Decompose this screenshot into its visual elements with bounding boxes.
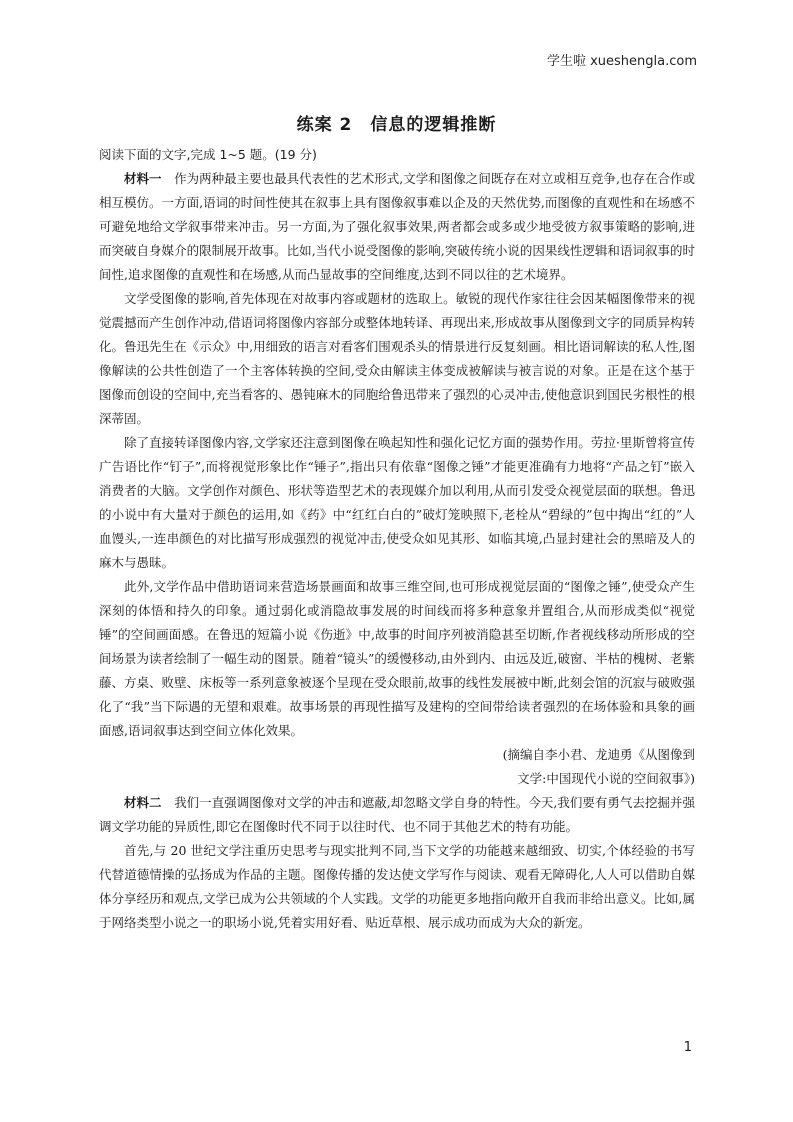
source-citation: 文学:中国现代小说的空间叙事》) bbox=[517, 771, 695, 786]
paragraph bbox=[99, 791, 695, 839]
paragraph: 首先,与 20 世纪文学注重历史思考与现实批判不同,当下文学的功能越来越细致、切实,个体经验的书写代替道德情操的弘扬成为作品的主题。图像传播的发达使文学写作与阅读、观看无障碍化,人人可以借助自媒体分享经历和观点,文学已成为公共领域的个人实践。文学的功能更多地指向敞开自我而非给出意义。比如,属于网络类型小说之一的职场小说,凭着实用好看、贴近草根、展示成功而成为大众的新宠。 bbox=[99, 843, 695, 930]
material-label: 材料一 bbox=[124, 171, 162, 186]
page-title: 练案 2 信息的逻辑推断 bbox=[296, 115, 497, 135]
document-body bbox=[99, 143, 695, 935]
paragraph-text: 作为两种最主要也最具代表性的艺术形式,文学和图像之间既存在对立或相互竞争,也存在合作或相互模仿。一方面,语词的时间性使其在叙事上具有图像叙事难以企及的天然优势,而图像的直观性和在场感不可避免地给文学叙事带来冲击。另一方面,为了强化叙事效果,两者都会或多或少地受彼方叙事策略的影响,进而突破自身媒介的限制展开故事。比如,当代小说受图像的影响,突破传统小说的因果线性逻辑和语词叙事的时间性,追求图像的直观性和在场感,从而凸显故事的空间维度,达到不同以往的艺术境界。 bbox=[99, 171, 695, 282]
paragraph: 文学受图像的影响,首先体现在对故事内容或题材的选取上。敏锐的现代作家往往会因某幅图像带来的视觉震撼而产生创作冲动,借语词将图像内容部分或整体地转译、再现出来,形成故事从图像到文字的同质异构转化。鲁迅先生在《示众》中,用细致的语言对看客们围观杀头的情景进行反复刻画。相比语词解读的私人性,图像解读的公共性创造了一个主客体转换的空间,受众由解读主体变成被解读与被言说的对象。正是在这个基于图像而创设的空间中,充当看客的、愚钝麻木的同胞给鲁迅带来了强烈的心灵冲击,使他意识到国民劣根性的根深蒂固。 bbox=[99, 291, 695, 426]
paragraph-text: 我们一直强调图像对文学的冲击和遮蔽,却忽略文学自身的特性。今天,我们要有勇气去挖掘并强调文学功能的异质性,即它在图像时代不同于以往时代、也不同于其他艺术的特有功能。 bbox=[99, 795, 695, 834]
material-label: 材料二 bbox=[124, 795, 162, 810]
instruction: 阅读下面的文字,完成 1~5 题。(19 分) bbox=[99, 147, 317, 162]
paragraph: 此外,文学作品中借助语词来营造场景画面和故事三维空间,也可形成视觉层面的“图像之锤”,使受众产生深刻的体悟和持久的印象。通过弱化或消隐故事发展的时间线而将多种意象并置组合,从而形成类似“视觉锤”的空间画面感。在鲁迅的短篇小说《伤逝》中,故事的时间序列被消隐甚至切断,作者视线移动所形成的空间场景为读者绘制了一幅生动的图景。随着“镜头”的缓慢移动,由外到内、由远及近,破窗、半枯的槐树、老紫藤、方桌、败壁、床板等一系列意象被逐个呈现在受众眼前,故事的线性发展被中断,此刻会馆的沉寂与破败强化了“我”当下际遇的无望和艰难。故事场景的再现性描写及建构的空间带给读者强烈的在场体验和具象的画面感,语词叙事达到空间立体化效果。 bbox=[99, 579, 695, 738]
source-citation: (摘编自李小君、龙迪勇《从图像到 bbox=[502, 747, 695, 762]
watermark: 学生啦 xueshengla.com bbox=[546, 54, 697, 69]
paragraph bbox=[99, 167, 695, 287]
paragraph: 除了直接转译图像内容,文学家还注意到图像在唤起知性和强化记忆方面的强势作用。劳拉·里斯曾将宣传广告语比作“钉子”,而将视觉形象比作“锤子”,指出只有依靠“图像之锤”才能更准确有力地将“产品之钉”嵌入消费者的大脑。文学创作对颜色、形状等造型艺术的表现媒介加以利用,从而引发受众视觉层面的联想。鲁迅的小说中有大量对于颜色的运用,如《药》中“红红白白的”破灯笼映照下,老栓从“碧绿的”包中掏出“红的”人血馒头,一连串颜色的对比描写形成强烈的视觉冲击,使受众如见其形、如临其境,凸显封建社会的黑暗及人的麻木与愚昧。 bbox=[99, 435, 695, 570]
page-number: 1 bbox=[683, 1040, 692, 1055]
